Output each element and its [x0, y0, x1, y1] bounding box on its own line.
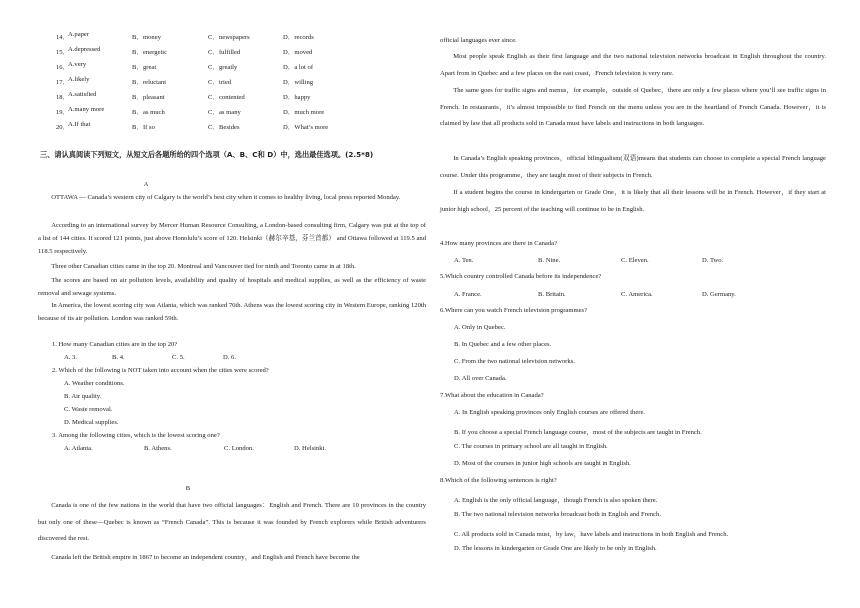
option-b: B．pleasant	[132, 94, 165, 101]
option-a: A.very	[68, 61, 87, 68]
option-b: B．energetic	[132, 49, 168, 56]
passage-a-letter: A	[143, 181, 149, 188]
option-c: C．tried	[208, 79, 232, 86]
question-stem: 7.What about the education in Canada?	[440, 392, 544, 399]
question-stem: 2. Which of the following is NOT taken into account when the cities were scored?	[52, 367, 269, 374]
option-a: A.likely	[68, 76, 90, 83]
option-d: D．much more	[283, 109, 325, 116]
option-d: D．What’s more	[283, 124, 329, 131]
passage-b-paragraph: Canada is one of the few nations in the world that have two official languages：English and French. There are 10 provinces in the country but only one of these—Quebec is known as “French Canada”. This is because it was founded by French explorers while British adventurers discovered the rest.	[38, 502, 426, 542]
answer-option: A. English is the only official language，though French is also spoken there.	[454, 497, 658, 504]
option-a: A.If that	[68, 121, 91, 128]
answer-option: B. Air quality.	[64, 393, 102, 400]
answer-option: D. Medical supplies.	[64, 419, 119, 426]
option-number: 15．	[56, 49, 70, 56]
passage-a-paragraph: The scores are based on air pollution levels, availability and quality of hospitals and medical supplies, as well as the efficiency of waste removal and sewage systems.	[38, 277, 426, 297]
answer-option: B. In Quebec and a few other places.	[454, 341, 552, 348]
option-c: C．Besides	[208, 124, 240, 131]
answer-option: C. All products sold in Canada must，by law，have labels and instructions in both English and French.	[454, 531, 729, 538]
option-a: A.paper	[68, 31, 90, 38]
option-number: 18．	[56, 94, 70, 101]
option-a: A.depressed	[68, 46, 101, 53]
answer-option: A. Weather conditions.	[64, 380, 125, 387]
answer-option: A. Only in Quebec.	[454, 324, 506, 331]
passage-b-paragraph: Canada left the British empire in 1867 to become an independent country，and English and French have become the	[51, 554, 360, 561]
option-c: C．contented	[208, 94, 245, 101]
option-number: 14．	[56, 34, 70, 41]
answer-option: B. Britain.	[538, 291, 566, 298]
option-c: C．greatly	[208, 64, 238, 71]
answer-option: B. Nine.	[538, 257, 561, 264]
option-d: D．willing	[283, 79, 314, 86]
answer-option: B. The two national television networks broadcast both in English and French.	[454, 511, 661, 518]
answer-option: D. Germany.	[702, 291, 736, 298]
passage-b-letter: B	[185, 485, 191, 492]
question-stem: 3. Among the following cities, which is the lowest scoring one?	[52, 432, 220, 439]
answer-option: B. Athens.	[144, 445, 172, 452]
option-a: A.many more	[68, 106, 105, 113]
answer-option: A. In English speaking provinces only English courses are offered there.	[454, 409, 646, 416]
option-d: D．a lot of	[283, 64, 314, 71]
answer-option: C. Eleven.	[621, 257, 649, 264]
question-stem: 8.Which of the following sentences is right?	[440, 477, 557, 484]
option-b: B．reluctant	[132, 79, 167, 86]
passage-a-paragraph: In America, the lowest scoring city was Atlanta, which was ranked 76th. Athens was the lowest scoring city in Western Europe, ranking 120th because of its air pollution. London was ranked 59th.	[38, 302, 426, 322]
option-number: 16．	[56, 64, 70, 71]
answer-option: A. Atlanta.	[64, 445, 93, 452]
passage-a-paragraph: Three other Canadian cities came in the top 20. Montreal and Vancouver tied for ninth and Toronto came in at 18th.	[51, 263, 356, 270]
answer-option: C. 5.	[172, 354, 185, 361]
answer-option: D. All over Canada.	[454, 375, 507, 382]
option-number: 20．	[56, 124, 70, 131]
option-b: B．If so	[132, 124, 155, 131]
option-a: A.satisfied	[68, 91, 97, 98]
option-c: C．newspapers	[208, 34, 250, 41]
answer-option: D. Helsinki.	[294, 445, 327, 452]
option-c: C．fulfilled	[208, 49, 241, 56]
answer-option: D. Most of the courses in junior high schools are taught in English.	[454, 460, 631, 467]
question-stem: 6.Where can you watch French television programmes?	[440, 307, 588, 314]
option-b: B．as much	[132, 109, 165, 116]
option-c: C．as many	[208, 109, 241, 116]
option-d: D．happy	[283, 94, 311, 101]
answer-option: D. The lessons in kindergarten or Grade One are likely to be only in English.	[454, 545, 657, 552]
answer-option: D. Two.	[702, 257, 724, 264]
passage-b-paragraph: If a student begins the course in kindergarten or Grade One，it is likely that all their lessons will be in French. However，if they start at junior high school，25 percent of the teaching will continue to be in English.	[440, 189, 826, 213]
option-b: B．money	[132, 34, 161, 41]
answer-option: A. Ten.	[454, 257, 474, 264]
option-d: D．moved	[283, 49, 313, 56]
question-stem: 1. How many Canadian cities are in the top 20?	[52, 341, 178, 348]
answer-option: B. If you choose a special French language course，most of the subjects are taught in French.	[454, 429, 702, 436]
answer-option: C. The courses in primary school are all taught in English.	[454, 443, 608, 450]
answer-option: C. From the two national television networks.	[454, 358, 575, 365]
answer-option: C. America.	[621, 291, 653, 298]
question-stem: 4.How many provinces are there in Canada?	[440, 240, 557, 247]
answer-option: A. 3.	[64, 354, 78, 361]
answer-option: B. 4.	[112, 354, 125, 361]
passage-a-paragraph: According to an international survey by Mercer Human Resource Consulting, a London-based consulting firm, Calgary was put at the top of a list of 144 cities. It scored 121 points, just above Honolulu’s score of 120. Helsinki（赫尔辛基，芬兰首都） and Ottawa followed at 119.5 and 118.5 respectively.	[38, 222, 426, 255]
section-heading: 三、请认真阅读下列短文，从短文后各题所给的四个选项（A、B、C和 D）中，选出最佳选项。(2.5*8)	[40, 150, 374, 159]
option-d: D．records	[283, 34, 314, 41]
option-number: 17．	[56, 79, 70, 86]
answer-option: C. London.	[224, 445, 254, 452]
passage-b-paragraph-end: official languages ever since.	[440, 37, 517, 44]
answer-option: C. Waste removal.	[64, 406, 113, 413]
answer-option: A. France.	[454, 291, 482, 298]
answer-option: D. 6.	[223, 354, 237, 361]
passage-b-continuation	[440, 33, 826, 49]
option-number: 19．	[56, 109, 70, 116]
question-stem: 5.Which country controlled Canada before its independence?	[440, 273, 602, 280]
option-b: B．great	[132, 64, 157, 71]
passage-b-paragraph: The same goes for traffic signs and menus，for example，outside of Quebec，there are only a few places where you’ll see traffic signs in French. In restaurants，it’s almost impossible to find French on the menu unless you are in the heartland of French Canada. However，it is claimed by law that all products sold in Canada must have labels and instructions in both languages.	[440, 87, 826, 127]
passage-a-paragraph: OTTAWA — Canada’s western city of Calgary is the world’s best city when it comes to healthy living, local press reported Monday.	[51, 194, 401, 201]
passage-b-paragraph: Most people speak English as their first language and the two national television networks broadcast in English throughout the country. Apart from in Quebec and a few places on the east coast，French television is very rare.	[440, 53, 826, 77]
passage-b-paragraph: In Canada’s English speaking provinces，official bilingualism(双语)means that students can choose to complete a special French language course. Under this programme，they are taught most of their subjects in French.	[440, 155, 826, 179]
